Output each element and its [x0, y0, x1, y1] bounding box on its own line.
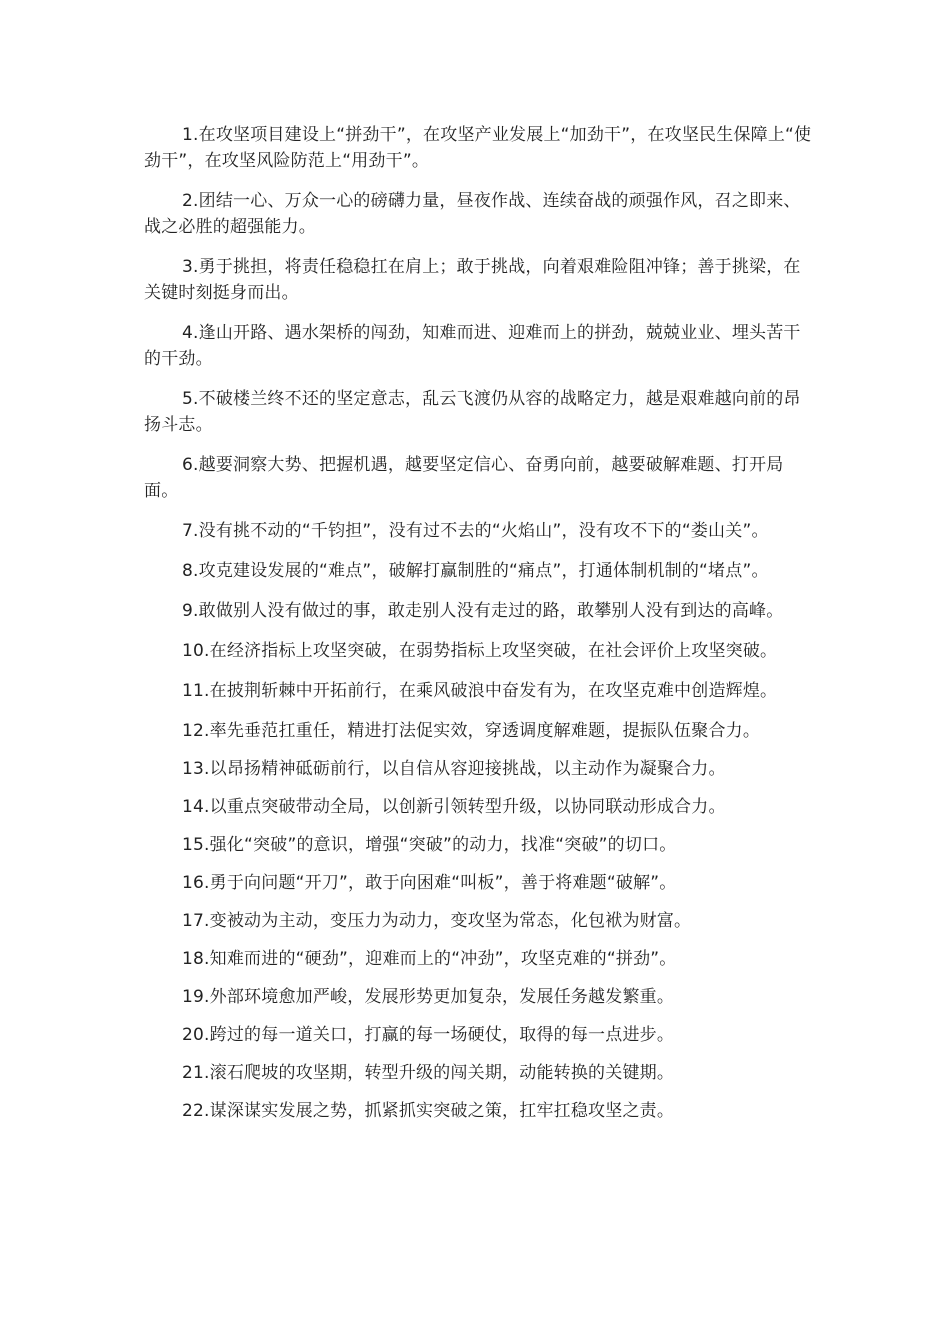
item-text: 逢山开路、遇水架桥的闯劲，知难而进、迎难而上的拼劲，兢兢业业、埋头苦干的干劲。 [144, 323, 801, 369]
item-text: 谋深谋实发展之势，抓紧抓实突破之策，扛牢扛稳攻坚之责。 [209, 1101, 675, 1121]
list-item [144, 122, 816, 174]
item-text: 以昂扬精神砥砺前行，以自信从容迎接挑战，以主动作为凝聚合力。 [209, 759, 726, 779]
list-item [144, 832, 816, 858]
item-text: 以重点突破带动全局，以创新引领转型升级，以协同联动形成合力。 [209, 797, 726, 817]
list-item [144, 320, 816, 372]
item-number: 11. [182, 681, 210, 701]
list-item [144, 1098, 816, 1124]
item-number: 14. [182, 797, 210, 817]
item-number: 1. [182, 125, 199, 145]
item-number: 7. [182, 521, 199, 541]
list-item [144, 452, 816, 504]
item-text: 跨过的每一道关口，打赢的每一场硬仗，取得的每一点进步。 [209, 1025, 675, 1045]
item-number: 6. [182, 455, 199, 475]
list-item [144, 254, 816, 306]
item-text: 知难而进的“硬劲”，迎难而上的“冲劲”，攻坚克难的“拼劲”。 [209, 949, 677, 969]
list-item [144, 946, 816, 972]
item-number: 13. [182, 759, 210, 779]
list-item [144, 638, 816, 664]
list-item [144, 794, 816, 820]
item-number: 2. [182, 191, 199, 211]
list-item [144, 718, 816, 744]
item-text: 不破楼兰终不还的坚定意志，乱云飞渡仍从容的战略定力，越是艰难越向前的昂扬斗志。 [144, 389, 801, 435]
list-item [144, 678, 816, 704]
item-number: 17. [182, 911, 210, 931]
item-text: 在经济指标上攻坚突破，在弱势指标上攻坚突破，在社会评价上攻坚突破。 [209, 641, 778, 661]
item-number: 19. [182, 987, 210, 1007]
item-number: 10. [182, 641, 210, 661]
item-text: 强化“突破”的意识，增强“突破”的动力，找准“突破”的切口。 [209, 835, 677, 855]
list-item [144, 1060, 816, 1086]
item-text: 外部环境愈加严峻，发展形势更加复杂，发展任务越发繁重。 [209, 987, 675, 1007]
item-number: 21. [182, 1063, 210, 1083]
item-number: 12. [182, 721, 210, 741]
item-text: 团结一心、万众一心的磅礴力量，昼夜作战、连续奋战的顽强作风，召之即来、战之必胜的超强能力。 [144, 191, 801, 237]
list-item [144, 598, 816, 624]
item-number: 18. [182, 949, 210, 969]
item-number: 20. [182, 1025, 210, 1045]
item-number: 5. [182, 389, 199, 409]
item-text: 没有挑不动的“千钧担”，没有过不去的“火焰山”，没有攻不下的“娄山关”。 [198, 521, 769, 541]
item-number: 4. [182, 323, 199, 343]
item-text: 变被动为主动，变压力为动力，变攻坚为常态，化包袱为财富。 [209, 911, 692, 931]
list-item [144, 908, 816, 934]
list-item [144, 188, 816, 240]
item-text: 率先垂范扛重任，精进打法促实效，穿透调度解难题，提振队伍聚合力。 [209, 721, 761, 741]
item-text: 越要洞察大势、把握机遇，越要坚定信心、奋勇向前，越要破解难题、打开局面。 [144, 455, 784, 501]
item-text: 攻克建设发展的“难点”，破解打赢制胜的“痛点”，打通体制机制的“堵点”。 [198, 561, 769, 581]
list-item [144, 558, 816, 584]
list-item [144, 518, 816, 544]
item-number: 8. [182, 561, 199, 581]
item-number: 3. [182, 257, 199, 277]
list-item [144, 984, 816, 1010]
item-text: 在攻坚项目建设上“拼劲干”，在攻坚产业发展上“加劲干”，在攻坚民生保障上“使劲干”，在攻坚风险防范上“用劲干”。 [144, 125, 812, 171]
item-text: 敢做别人没有做过的事，敢走别人没有走过的路，敢攀别人没有到达的高峰。 [198, 601, 784, 621]
item-text: 在披荆斩棘中开拓前行，在乘风破浪中奋发有为，在攻坚克难中创造辉煌。 [209, 681, 778, 701]
document-body [144, 122, 816, 1136]
item-text: 勇于向问题“开刀”，敢于向困难“叫板”，善于将难题“破解”。 [209, 873, 677, 893]
item-number: 22. [182, 1101, 210, 1121]
list-item [144, 386, 816, 438]
item-text: 勇于挑担，将责任稳稳扛在肩上；敢于挑战，向着艰难险阻冲锋；善于挑梁，在关键时刻挺身而出。 [144, 257, 801, 303]
list-item [144, 1022, 816, 1048]
list-item [144, 756, 816, 782]
list-item [144, 870, 816, 896]
item-text: 滚石爬坡的攻坚期，转型升级的闯关期，动能转换的关键期。 [209, 1063, 675, 1083]
item-number: 15. [182, 835, 210, 855]
item-number: 16. [182, 873, 210, 893]
item-number: 9. [182, 601, 199, 621]
